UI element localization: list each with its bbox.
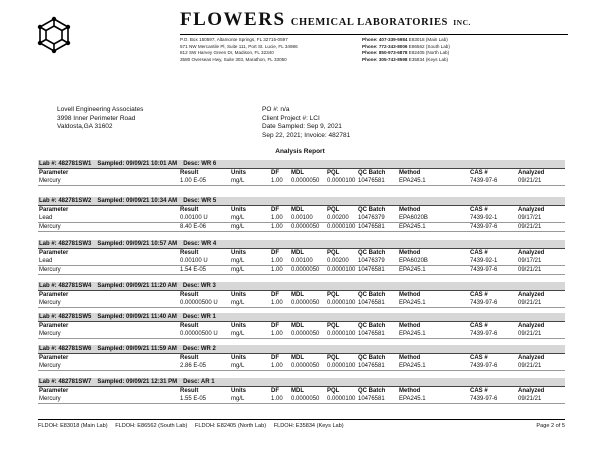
cell-cas: 7439-97-6 bbox=[470, 396, 498, 402]
order-block bbox=[262, 106, 350, 140]
column-header-df: DF bbox=[271, 388, 279, 394]
sample-desc: Desc: AR 1 bbox=[183, 379, 215, 385]
cell-result: 1.54 E-05 bbox=[180, 267, 207, 273]
cell-analyzed: 09/21/21 bbox=[518, 396, 542, 402]
cell-analyzed: 09/21/21 bbox=[518, 267, 542, 273]
address-line: 812 SW Harvey Green Dr, Madison, FL 32340 bbox=[180, 50, 274, 56]
footer-lab: FLDOH: E35834 (Keys Lab) bbox=[273, 423, 344, 429]
sample-section bbox=[38, 197, 565, 232]
cell-mdl: 0.0000050 bbox=[291, 396, 320, 402]
sample-date: Sampled: 09/09/21 12:31 PM bbox=[97, 379, 178, 385]
cell-method: EPA245.1 bbox=[399, 300, 426, 306]
cell-pql: 0.0000100 bbox=[327, 267, 356, 273]
cell-result: 0.00100 U bbox=[180, 258, 208, 264]
cell-qc: 10476581 bbox=[358, 331, 385, 337]
phone-lab: E83018 (Main Lab) bbox=[408, 37, 448, 42]
sample-desc: Desc: WR 6 bbox=[183, 161, 217, 167]
table-row bbox=[38, 266, 565, 275]
cell-analyzed: 09/21/21 bbox=[518, 331, 542, 337]
column-header-analyzed: Analyzed bbox=[518, 207, 545, 213]
column-header-result: Result bbox=[180, 355, 199, 361]
cell-qc: 10476581 bbox=[358, 363, 385, 369]
cell-parameter: Mercury bbox=[39, 224, 61, 230]
sample-lab-number: Lab #: 482781SW5 bbox=[39, 314, 92, 320]
column-header-result: Result bbox=[180, 170, 199, 176]
column-header-units: Units bbox=[231, 170, 246, 176]
column-header-pql: PQL bbox=[327, 355, 340, 361]
cell-mdl: 0.0000050 bbox=[291, 331, 320, 337]
phone-number: 772-343-8006 bbox=[378, 43, 408, 49]
phone-label: Phone: bbox=[362, 50, 378, 56]
sample-header bbox=[38, 160, 565, 169]
column-header-cas: CAS # bbox=[470, 207, 488, 213]
sample-section bbox=[38, 282, 565, 308]
column-header-qc: QC Batch bbox=[358, 250, 386, 256]
column-header-mdl: MDL bbox=[291, 292, 304, 298]
sample-header bbox=[38, 313, 565, 322]
cell-result: 2.86 E-05 bbox=[180, 363, 207, 369]
phone-label: Phone: bbox=[362, 37, 378, 42]
cell-df: 1.00 bbox=[271, 331, 283, 337]
cell-parameter: Lead bbox=[39, 215, 53, 221]
sample-section bbox=[38, 313, 565, 339]
cell-units: mg/L bbox=[231, 363, 245, 369]
client-block bbox=[57, 106, 143, 132]
column-header-row bbox=[38, 169, 565, 177]
cell-mdl: 0.0000050 bbox=[291, 267, 320, 273]
cell-mdl: 0.00100 bbox=[291, 258, 313, 264]
molecule-logo-icon bbox=[34, 16, 74, 56]
phone-line bbox=[362, 44, 450, 51]
column-header-result: Result bbox=[180, 207, 199, 213]
column-header-result: Result bbox=[180, 250, 199, 256]
column-header-qc: QC Batch bbox=[358, 323, 386, 329]
phone-line bbox=[362, 37, 450, 44]
phone-line bbox=[362, 50, 450, 57]
sample-date: Sampled: 09/09/21 10:57 AM bbox=[97, 241, 178, 247]
po-number: PO #: n/a bbox=[262, 106, 290, 113]
cell-method: EPA245.1 bbox=[399, 396, 426, 402]
column-header-result: Result bbox=[180, 323, 199, 329]
sample-header bbox=[38, 197, 565, 206]
column-header-analyzed: Analyzed bbox=[518, 388, 545, 394]
sample-lab-number: Lab #: 482781SW1 bbox=[39, 161, 92, 167]
cell-pql: 0.0000100 bbox=[327, 300, 356, 306]
cell-qc: 10476581 bbox=[358, 300, 385, 306]
cell-pql: 0.0000100 bbox=[327, 396, 356, 402]
client-city: Valdosta,GA 31602 bbox=[57, 123, 113, 131]
cell-method: EPA6020B bbox=[399, 258, 428, 264]
phone-lab: E82405 (North Lab) bbox=[408, 50, 450, 56]
sample-lab-number: Lab #: 482781SW2 bbox=[39, 198, 92, 204]
cell-method: EPA6020B bbox=[399, 215, 428, 221]
cell-units: mg/L bbox=[231, 396, 245, 402]
table-row bbox=[38, 395, 565, 404]
cell-cas: 7439-92-1 bbox=[470, 215, 498, 221]
column-header-mdl: MDL bbox=[291, 207, 304, 213]
cell-parameter: Mercury bbox=[39, 178, 61, 184]
column-header-units: Units bbox=[231, 388, 246, 394]
column-header-mdl: MDL bbox=[291, 323, 304, 329]
column-header-row bbox=[38, 387, 565, 395]
cell-mdl: 0.00100 bbox=[291, 215, 313, 221]
column-header-parameter: Parameter bbox=[39, 355, 69, 361]
sample-desc: Desc: WR 5 bbox=[183, 198, 217, 204]
column-header-row bbox=[38, 322, 565, 330]
cell-mdl: 0.0000050 bbox=[291, 363, 320, 369]
cell-units: mg/L bbox=[231, 267, 245, 273]
phone-lab: E35834 (Keys Lab) bbox=[408, 56, 449, 62]
column-header-pql: PQL bbox=[327, 323, 340, 329]
column-header-df: DF bbox=[271, 323, 279, 329]
phone-line bbox=[362, 57, 450, 64]
cell-units: mg/L bbox=[231, 300, 245, 306]
cell-cas: 7439-97-6 bbox=[470, 363, 498, 369]
cell-units: mg/L bbox=[231, 258, 245, 264]
company-addresses bbox=[180, 37, 298, 63]
column-header-qc: QC Batch bbox=[358, 170, 386, 176]
column-header-qc: QC Batch bbox=[358, 292, 386, 298]
cell-cas: 7439-97-6 bbox=[470, 267, 498, 273]
address-line: 3580 Overseas Hwy, Suite 303, Marathon, FL 33050 bbox=[180, 56, 287, 62]
footer-rule bbox=[38, 419, 565, 420]
cell-df: 1.00 bbox=[271, 267, 283, 273]
cell-qc: 10476581 bbox=[358, 178, 385, 184]
sample-section bbox=[38, 160, 565, 186]
company-name-sub: CHEMICAL LABORATORIES bbox=[290, 17, 448, 28]
cell-cas: 7439-97-6 bbox=[470, 224, 498, 230]
cell-df: 1.00 bbox=[271, 258, 283, 264]
invoice: Sep 22, 2021; Invoice: 482781 bbox=[262, 131, 351, 139]
cell-result: 1.00 E-05 bbox=[180, 178, 207, 184]
column-header-pql: PQL bbox=[327, 207, 340, 213]
column-header-method: Method bbox=[399, 250, 421, 256]
client-address: 3998 Inner Perimeter Road bbox=[57, 114, 136, 122]
cell-analyzed: 09/17/21 bbox=[518, 215, 542, 221]
cell-parameter: Mercury bbox=[39, 300, 61, 306]
column-header-qc: QC Batch bbox=[358, 388, 386, 394]
footer-lab: FLDOH: E83018 (Main Lab) bbox=[38, 423, 108, 429]
column-header-analyzed: Analyzed bbox=[518, 355, 545, 361]
column-header-row bbox=[38, 291, 565, 299]
cell-parameter: Mercury bbox=[39, 267, 61, 273]
column-header-cas: CAS # bbox=[470, 388, 488, 394]
column-header-mdl: MDL bbox=[291, 170, 304, 176]
cell-cas: 7439-97-6 bbox=[470, 178, 498, 184]
column-header-mdl: MDL bbox=[291, 355, 304, 361]
cell-units: mg/L bbox=[231, 224, 245, 230]
cell-qc: 10476379 bbox=[358, 258, 385, 264]
cell-units: mg/L bbox=[231, 178, 245, 184]
cell-pql: 0.00200 bbox=[327, 258, 349, 264]
cell-result: 1.55 E-05 bbox=[180, 396, 207, 402]
column-header-pql: PQL bbox=[327, 388, 340, 394]
cell-method: EPA245.1 bbox=[399, 267, 426, 273]
cell-method: EPA245.1 bbox=[399, 178, 426, 184]
column-header-result: Result bbox=[180, 292, 199, 298]
column-header-method: Method bbox=[399, 170, 421, 176]
cell-analyzed: 09/21/21 bbox=[518, 300, 542, 306]
column-header-cas: CAS # bbox=[470, 170, 488, 176]
cell-result: 0.00100 U bbox=[180, 215, 208, 221]
sample-desc: Desc: WR 3 bbox=[182, 283, 216, 289]
column-header-method: Method bbox=[399, 355, 421, 361]
cell-qc: 10476581 bbox=[358, 267, 385, 273]
sample-header bbox=[38, 282, 565, 291]
sample-date: Sampled: 09/09/21 10:01 AM bbox=[97, 161, 178, 167]
cell-pql: 0.0000100 bbox=[327, 331, 356, 337]
column-header-units: Units bbox=[231, 250, 246, 256]
table-row bbox=[38, 177, 565, 186]
cell-mdl: 0.0000050 bbox=[291, 224, 320, 230]
sample-desc: Desc: WR 1 bbox=[182, 314, 216, 320]
cell-mdl: 0.0000050 bbox=[291, 300, 320, 306]
sample-header bbox=[38, 345, 565, 354]
footer-labs bbox=[38, 423, 350, 429]
column-header-parameter: Parameter bbox=[39, 207, 69, 213]
cell-qc: 10476581 bbox=[358, 224, 385, 230]
address-line: P.O. Box 150597, Altamonte Springs, FL 32715-0597 bbox=[180, 37, 288, 42]
column-header-pql: PQL bbox=[327, 250, 340, 256]
column-header-units: Units bbox=[231, 292, 246, 298]
report-title: Analysis Report bbox=[275, 148, 325, 155]
table-row bbox=[38, 214, 565, 223]
cell-df: 1.00 bbox=[271, 300, 283, 306]
column-header-row bbox=[38, 249, 565, 257]
column-header-row bbox=[38, 354, 565, 362]
cell-pql: 0.00200 bbox=[327, 215, 349, 221]
client-name: Lovell Engineering Associates bbox=[57, 106, 144, 113]
column-header-method: Method bbox=[399, 388, 421, 394]
company-phones bbox=[362, 37, 450, 63]
table-row bbox=[38, 299, 565, 308]
column-header-units: Units bbox=[231, 355, 246, 361]
column-header-analyzed: Analyzed bbox=[518, 170, 545, 176]
sample-date: Sampled: 09/09/21 11:59 AM bbox=[97, 346, 177, 352]
column-header-df: DF bbox=[271, 250, 279, 256]
column-header-result: Result bbox=[180, 388, 199, 394]
cell-df: 1.00 bbox=[271, 363, 283, 369]
header-rule bbox=[180, 34, 568, 35]
table-row bbox=[38, 257, 565, 266]
cell-parameter: Lead bbox=[39, 258, 53, 264]
address-line: 571 NW Mercantile Pl, Suite 111, Port St. Lucie, FL 34986 bbox=[180, 43, 298, 49]
phone-lab: E86562 (South Lab) bbox=[408, 43, 450, 49]
date-sampled: Date Sampled: Sep 9, 2021 bbox=[262, 123, 342, 131]
company-name-main: FLOWERS bbox=[180, 9, 286, 30]
column-header-df: DF bbox=[271, 292, 279, 298]
sample-date: Sampled: 09/09/21 10:34 AM bbox=[97, 198, 178, 204]
phone-label: Phone: bbox=[362, 43, 378, 49]
cell-cas: 7439-92-1 bbox=[470, 258, 498, 264]
cell-df: 1.00 bbox=[271, 396, 283, 402]
page-number: Page 2 of 5 bbox=[536, 423, 565, 429]
column-header-method: Method bbox=[399, 207, 421, 213]
cell-units: mg/L bbox=[231, 331, 245, 337]
company-name bbox=[180, 9, 471, 31]
company-name-suffix: INC. bbox=[453, 18, 471, 27]
sample-section bbox=[38, 240, 565, 275]
sample-lab-number: Lab #: 482781SW4 bbox=[39, 283, 92, 289]
cell-parameter: Mercury bbox=[39, 396, 61, 402]
column-header-cas: CAS # bbox=[470, 250, 488, 256]
table-row bbox=[38, 362, 565, 371]
cell-analyzed: 09/21/21 bbox=[518, 363, 542, 369]
footer-lab: FLDOH: E86562 (South Lab) bbox=[115, 423, 188, 429]
column-header-units: Units bbox=[231, 207, 246, 213]
cell-units: mg/L bbox=[231, 215, 245, 221]
cell-df: 1.00 bbox=[271, 215, 283, 221]
cell-result: 0.00000500 U bbox=[180, 331, 218, 337]
cell-analyzed: 09/21/21 bbox=[518, 224, 542, 230]
sample-date: Sampled: 09/09/21 11:40 AM bbox=[97, 314, 177, 320]
phone-label: Phone: bbox=[362, 56, 378, 62]
cell-cas: 7439-97-6 bbox=[470, 300, 498, 306]
sample-header bbox=[38, 378, 565, 387]
cell-parameter: Mercury bbox=[39, 363, 61, 369]
column-header-parameter: Parameter bbox=[39, 323, 69, 329]
cell-pql: 0.0000100 bbox=[327, 178, 356, 184]
column-header-df: DF bbox=[271, 355, 279, 361]
cell-method: EPA245.1 bbox=[399, 224, 426, 230]
column-header-pql: PQL bbox=[327, 292, 340, 298]
cell-analyzed: 09/17/21 bbox=[518, 258, 542, 264]
phone-number: 407-339-5984 bbox=[378, 37, 408, 42]
column-header-method: Method bbox=[399, 292, 421, 298]
sample-date: Sampled: 09/09/21 11:20 AM bbox=[97, 283, 177, 289]
cell-method: EPA245.1 bbox=[399, 331, 426, 337]
cell-parameter: Mercury bbox=[39, 331, 61, 337]
cell-qc: 10476581 bbox=[358, 396, 385, 402]
column-header-pql: PQL bbox=[327, 170, 340, 176]
cell-mdl: 0.0000050 bbox=[291, 178, 320, 184]
sample-lab-number: Lab #: 482781SW3 bbox=[39, 241, 92, 247]
cell-df: 1.00 bbox=[271, 224, 283, 230]
column-header-cas: CAS # bbox=[470, 292, 488, 298]
phone-number: 305-743-8598 bbox=[378, 56, 408, 62]
sample-desc: Desc: WR 4 bbox=[183, 241, 217, 247]
cell-cas: 7439-97-6 bbox=[470, 331, 498, 337]
sample-desc: Desc: WR 2 bbox=[182, 346, 216, 352]
column-header-analyzed: Analyzed bbox=[518, 323, 545, 329]
column-header-cas: CAS # bbox=[470, 355, 488, 361]
column-header-parameter: Parameter bbox=[39, 170, 69, 176]
sample-section bbox=[38, 378, 565, 404]
sample-header bbox=[38, 240, 565, 249]
cell-result: 8.40 E-06 bbox=[180, 224, 207, 230]
sample-lab-number: Lab #: 482781SW7 bbox=[39, 379, 92, 385]
phone-number: 850-973-6878 bbox=[378, 50, 408, 56]
column-header-qc: QC Batch bbox=[358, 207, 386, 213]
table-row bbox=[38, 223, 565, 232]
column-header-parameter: Parameter bbox=[39, 292, 69, 298]
column-header-units: Units bbox=[231, 323, 246, 329]
sample-section bbox=[38, 345, 565, 371]
column-header-parameter: Parameter bbox=[39, 388, 69, 394]
client-project: Client Project #: LCI bbox=[262, 114, 320, 122]
cell-pql: 0.0000100 bbox=[327, 363, 356, 369]
column-header-cas: CAS # bbox=[470, 323, 488, 329]
cell-result: 0.00000500 U bbox=[180, 300, 218, 306]
cell-method: EPA245.1 bbox=[399, 363, 426, 369]
column-header-parameter: Parameter bbox=[39, 250, 69, 256]
table-row bbox=[38, 330, 565, 339]
column-header-mdl: MDL bbox=[291, 250, 304, 256]
footer-lab: FLDOH: E82405 (North Lab) bbox=[194, 423, 267, 429]
column-header-mdl: MDL bbox=[291, 388, 304, 394]
cell-pql: 0.0000100 bbox=[327, 224, 356, 230]
sample-lab-number: Lab #: 482781SW6 bbox=[39, 346, 92, 352]
column-header-qc: QC Batch bbox=[358, 355, 386, 361]
column-header-df: DF bbox=[271, 207, 279, 213]
column-header-method: Method bbox=[399, 323, 421, 329]
cell-qc: 10476379 bbox=[358, 215, 385, 221]
cell-analyzed: 09/21/21 bbox=[518, 178, 542, 184]
column-header-df: DF bbox=[271, 170, 279, 176]
column-header-analyzed: Analyzed bbox=[518, 292, 545, 298]
cell-df: 1.00 bbox=[271, 178, 283, 184]
column-header-analyzed: Analyzed bbox=[518, 250, 545, 256]
column-header-row bbox=[38, 206, 565, 214]
